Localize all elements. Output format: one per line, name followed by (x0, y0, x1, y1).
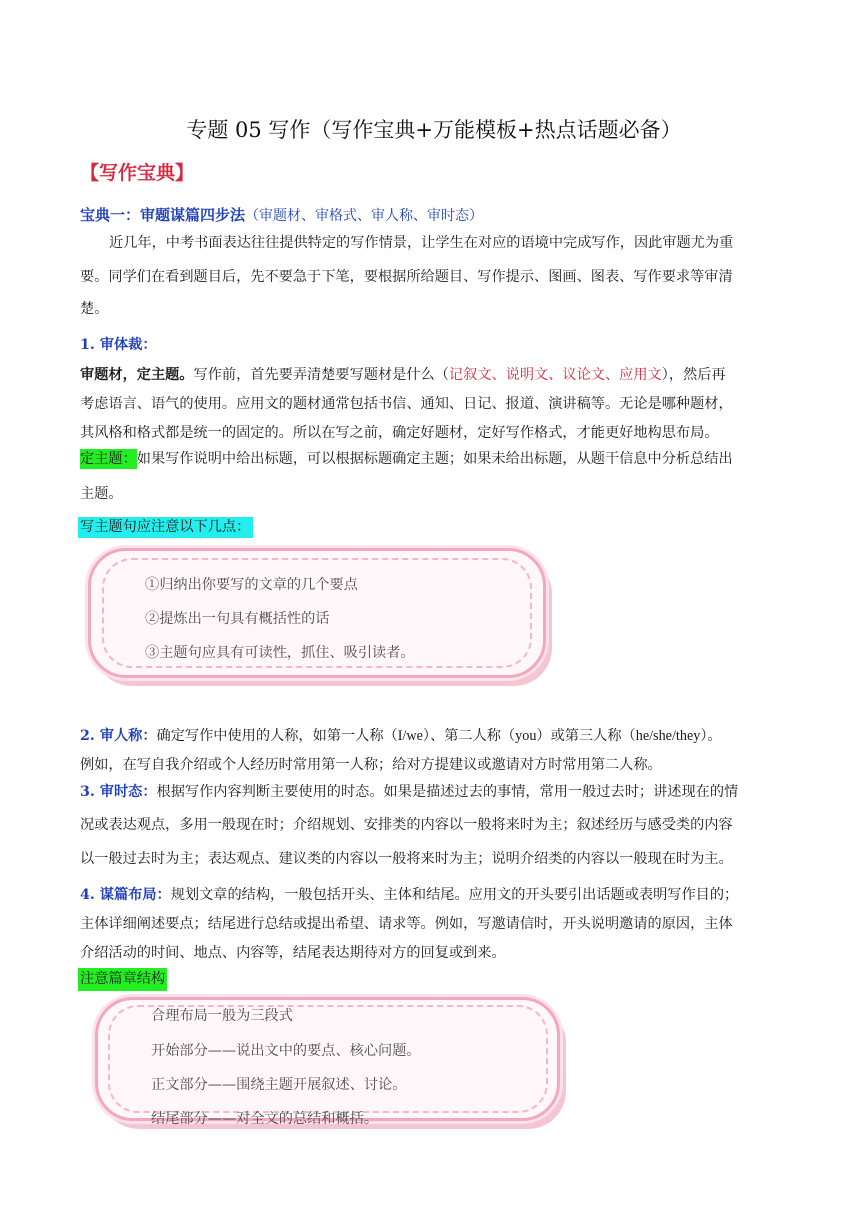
intro-line-1: 近几年，中考书面表达往往提供特定的写作情景，让学生在对应的语境中完成写作，因此审题尤为重 (109, 235, 734, 251)
step1-heading: 1. 审体裁： (80, 337, 157, 353)
step4-line-2: 主体详细阐述要点；结尾进行总结或提出希望、请求等。例如，写邀请信时，开头说明邀请的原因，主体 (80, 916, 733, 932)
baodian-one-paren: （审题材、审格式、审人称、审时态） (245, 208, 484, 224)
step3-line-2: 况或表达观点，多用一般现在时；介绍规划、安排类的内容以一般将来时为主；叙述经历与感受类的内容 (80, 817, 733, 833)
document-title: 专题 05 写作（写作宝典+万能模板+热点话题必备） (186, 118, 682, 142)
notes-tag: 写主题句应注意以下几点： (78, 517, 253, 538)
step1-line-3: 其风格和格式都是统一的固定的。所以在写之前，确定好题材，定好写作格式，才能更好地构思布局。 (80, 425, 719, 441)
step2-text-1: 确定写作中使用的人称，如第一人称（I/we）、第二人称（you）或第三人称（he/she/they）。 (156, 728, 722, 744)
baodian-one-heading (80, 204, 483, 225)
intro-line-3: 楚。 (80, 301, 109, 317)
genre-list: 记叙文、说明文、议论文、应用文 (448, 367, 662, 383)
box2-item-4: 结尾部分——对全文的总结和概括。 (151, 1111, 379, 1127)
step2-line-2: 例如，在写自我介绍或个人经历时常用第一人称；给对方提建议或邀请对方时常用第二人称。 (80, 757, 662, 773)
step4-heading: 4. 谋篇布局： (80, 887, 171, 903)
step3-line-3: 以一般过去时为主；表达观点、建议类的内容以一般将来时为主；说明介绍类的内容以一般现在时为主。 (80, 851, 733, 867)
box1-item-2: ②提炼出一句具有概括性的话 (145, 611, 330, 627)
step4-line-1 (80, 888, 738, 902)
step3-heading: 3. 审时态： (80, 784, 157, 800)
step2-line-1 (80, 729, 722, 743)
step4-text-1: 规划文章的结构，一般包括开头、主体和结尾。应用文的开头要引出话题或表明写作目的； (170, 887, 739, 903)
intro-line-2: 要。同学们在看到题目后，先不要急于下笔，要根据所给题目、写作提示、图画、图表、写作要求等审清 (80, 269, 733, 285)
baodian-one-label: 宝典一：审题谋篇四步法 (80, 206, 246, 224)
section-heading: 【写作宝典】 (80, 162, 195, 184)
step1-line-5: 主题。 (80, 486, 123, 502)
step2-heading: 2. 审人称： (80, 728, 157, 744)
box1-item-1: ①归纳出你要写的文章的几个要点 (145, 577, 358, 593)
step1-text: 写作前，首先要弄清楚要写题材是什么（ (193, 367, 449, 383)
topic-tag: 定主题： (80, 451, 137, 467)
box2-item-1: 合理布局一般为三段式 (151, 1008, 293, 1024)
step1-line-4-text: 如果写作说明中给出标题，可以根据标题确定主题；如果未给出标题，从题干信息中分析总结出 (136, 451, 733, 467)
step3-line-1 (80, 785, 738, 799)
step1-line-1 (80, 368, 726, 382)
box1-item-3: ③主题句应具有可读性，抓住、吸引读者。 (145, 645, 415, 661)
step3-text-1: 根据写作内容判断主要使用的时态。如果是描述过去的事情，常用一般过去时；讲述现在的情 (156, 784, 739, 800)
box2-item-3: 正文部分——围绕主题开展叙述、讨论。 (151, 1077, 407, 1093)
structure-tag: 注意篇章结构 (78, 968, 167, 991)
step1-bold: 审题材，定主题。 (80, 367, 194, 383)
box2-item-2: 开始部分——说出文中的要点、核心问题。 (151, 1043, 421, 1059)
step1-line-2: 考虑语言、语气的使用。应用文的题材通常包括书信、通知、日记、报道、演讲稿等。无论是哪种题材， (80, 396, 733, 412)
step1-line-4 (80, 452, 733, 466)
step4-line-3: 介绍活动的时间、地点、内容等，结尾表达期待对方的回复或到来。 (80, 945, 506, 961)
step1-end: ），然后再 (661, 367, 726, 383)
